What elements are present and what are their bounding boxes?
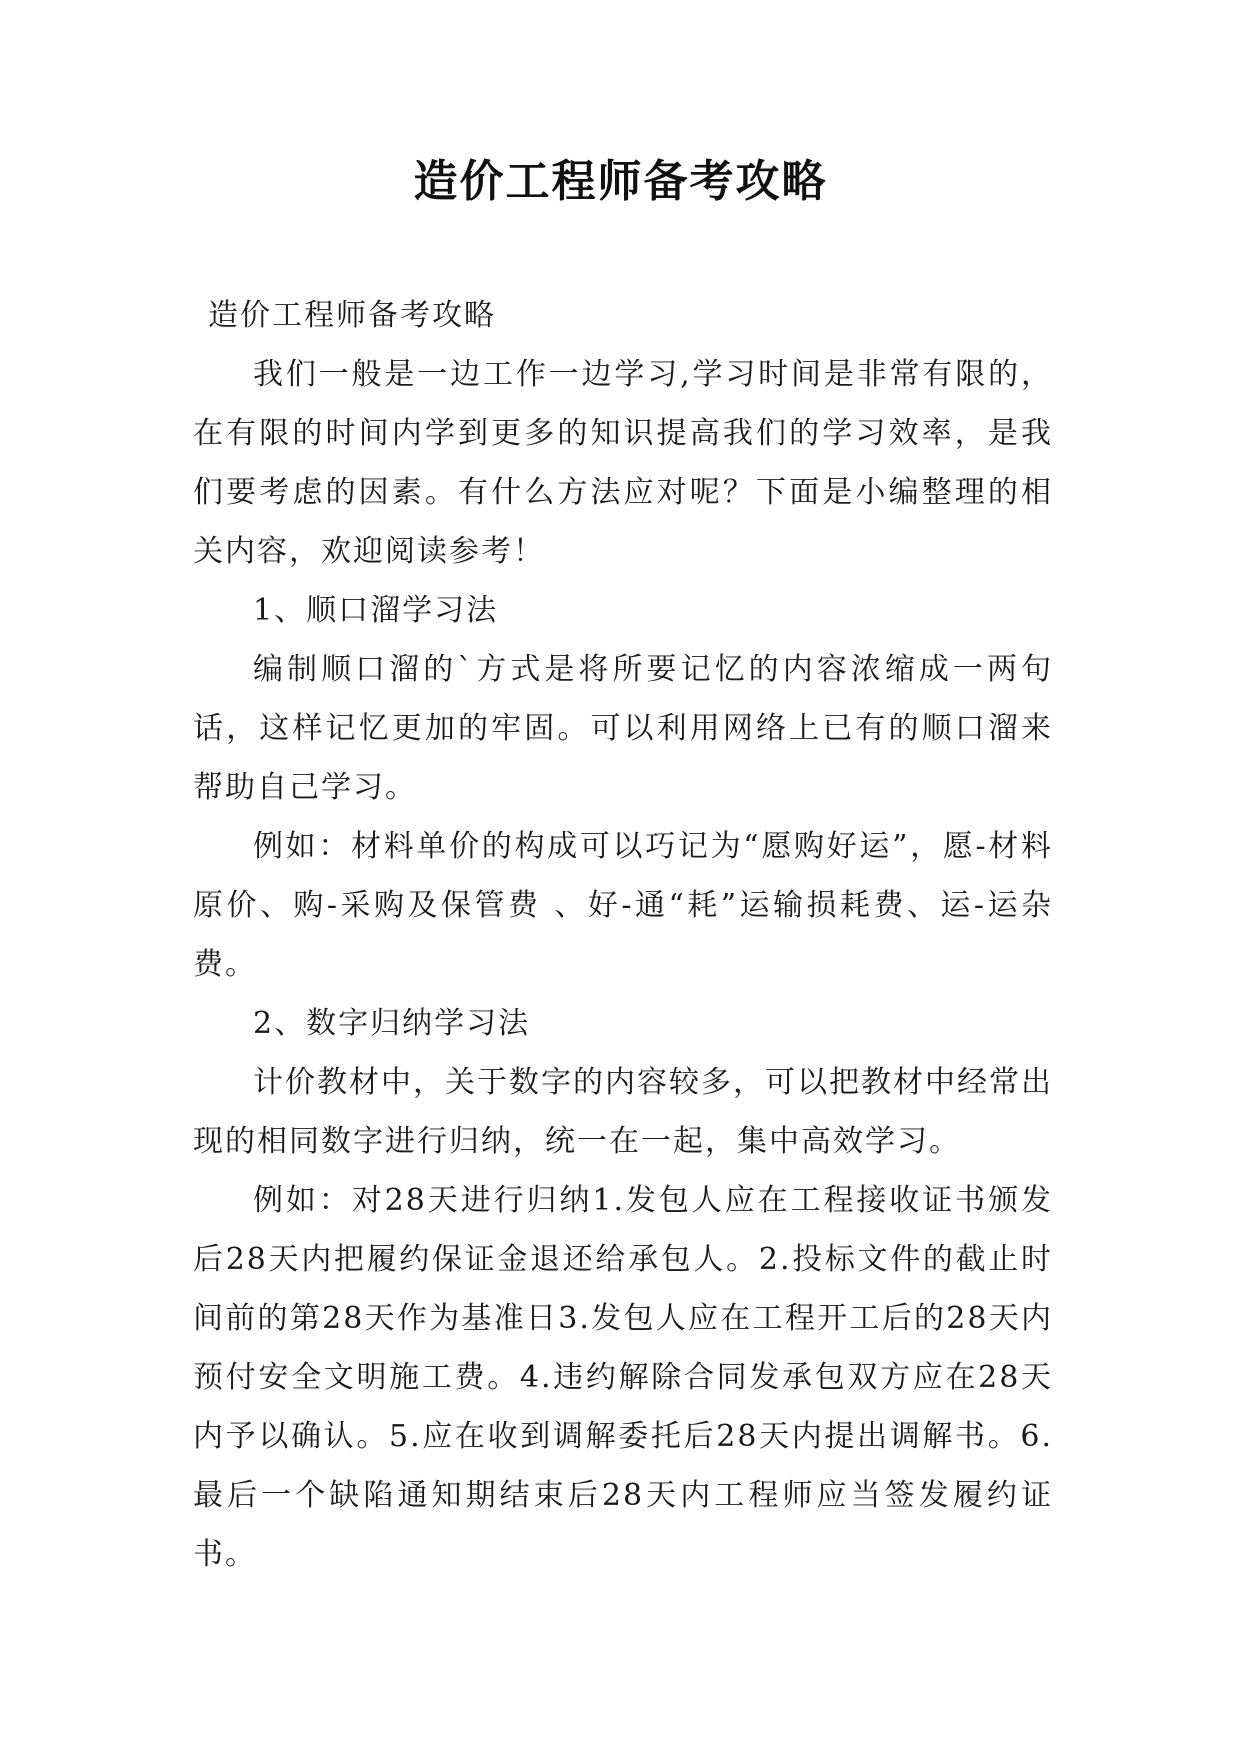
intro-paragraph: 我们一般是一边工作一边学习,学习时间是非常有限的，在有限的时间内学到更多的知识提高我们的学习效率，是我们要考虑的因素。有什么方法应对呢？下面是小编整理的相关内容，欢迎阅读参考！ [193, 357, 1053, 569]
mnemonic-paragraph: 编制顺口溜的`方式是将所要记忆的内容浓缩成一两句话，这样记忆更加的牢固。可以利用网络上已有的顺口溜来帮助自己学习。 [193, 652, 1053, 805]
document-title: 造价工程师备考攻略 [413, 156, 828, 207]
number-paragraph: 计价教材中，关于数字的内容较多，可以把教材中经常出现的相同数字进行归纳，统一在一起，集中高效学习。 [193, 1065, 1053, 1159]
section-heading-number: 2、数字归纳学习法 [253, 1006, 531, 1041]
number-example-paragraph: 例如：对28天进行归纳1.发包人应在工程接收证书颁发后28天内把履约保证金退还给承包人。2.投标文件的截止时间前的第28天作为基准日3.发包人应在工程开工后的28天内预付安全文明施工费。4.违约解除合同发承包双方应在28天内予以确认。5.应在收到调解委托后28天内提出调解书。6.最后一个缺陷通知期结束后28天内工程师应当签发履约证书。 [193, 1183, 1053, 1572]
article-subtitle: 造价工程师备考攻略 [208, 298, 496, 333]
mnemonic-example-paragraph: 例如：材料单价的构成可以巧记为“愿购好运”，愿-材料原价、购-采购及保管费 、好-通“耗”运输损耗费、运-运杂费。 [193, 829, 1053, 982]
document-body [193, 286, 1053, 1584]
section-heading-mnemonic: 1、顺口溜学习法 [253, 593, 499, 628]
